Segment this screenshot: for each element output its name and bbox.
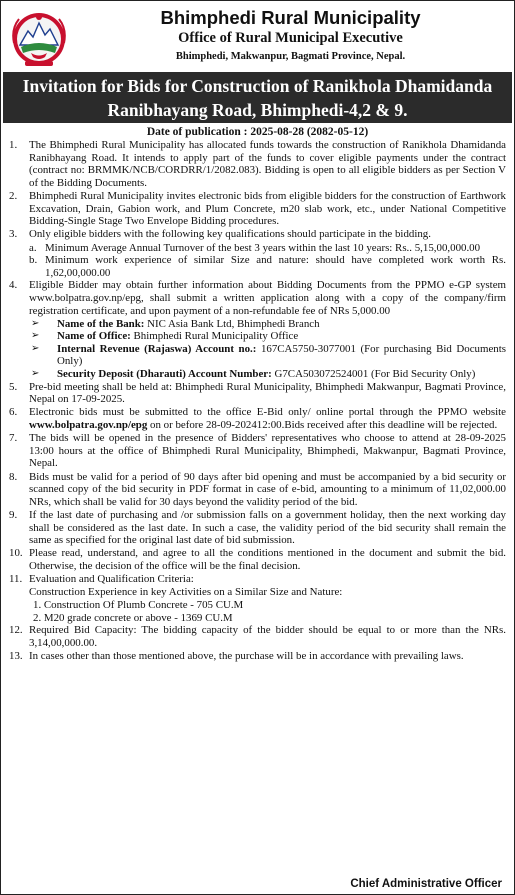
clause-13 (9, 650, 506, 663)
notice-body (9, 139, 506, 663)
clause-3 (9, 228, 506, 241)
municipality-title: Bhimphedi Rural Municipality (160, 7, 421, 28)
clause-text: Required Bid Capacity: The bidding capacity of the bidder should be equal to or more than the NRs. 3,14,00,000.00. (29, 624, 506, 649)
office-name: Office of Rural Municipal Executive (178, 30, 403, 46)
clause-12 (9, 624, 506, 649)
clause-text: Bids must be valid for a period of 90 days after bid opening and must be accompanied by a bid security or scanned copy of the bid security in PDF format in case of e-bid, amounting to a minimum of 11,02,000.00 NRs, which shall be valid for 30 days beyond the validity period of the bid. (29, 470, 506, 508)
clause-8 (9, 471, 506, 509)
clause-number: 13. (9, 649, 23, 662)
signatory-title: Chief Administrative Officer (350, 878, 502, 890)
sub-label: b. (29, 254, 38, 267)
clause-number: 7. (9, 432, 18, 445)
clause-9 (9, 509, 506, 547)
clause-text: Eligible Bidder may obtain further information about Bidding Documents from the PPMO e-GP system www.bolpatra.gov.np/epg, shall submit a written application along with a copy of the company/firm registration certificate, and upon payment of a non-refundable fee of NRs 5,000.00 (29, 279, 506, 317)
clause-text: Please read, understand, and agree to all the conditions mentioned in the document and submit the bid. Otherwise, the decision of the office will be the final decision. (29, 547, 506, 572)
clause-number: 10. (9, 547, 23, 560)
office-address: Bhimphedi, Makwanpur, Bagmati Province, Nepal. (175, 51, 406, 62)
publication-date: Date of publication : 2025-08-28 (2082-05-12) (146, 126, 369, 138)
clause-text: Electronic bids must be submitted to the office E-Bid only/ online portal through the PPMO website (29, 406, 506, 419)
header (1, 1, 514, 71)
clause-text: The Bhimphedi Rural Municipality has allocated funds towards the construction of Ranikhola Dhamidanda Ranibhayang Road. It intends to apply part of the funds to cover eligible payments under the contract (contract no: BRMMK/NCB/CORDRR/1/2082.083). Bidding is open to all eligible bidders as per Section V of the Bidding Documents. (29, 139, 506, 189)
clause-text: Bhimphedi Rural Municipality invites electronic bids from eligible bidders for the construction of Earthwork Excavation, Drain, Gabion work, and Plum Concrete, m20 slab work, etc., under National Competitive Bidding-Single Stage Two Envelope Bidding procedures. (29, 189, 506, 228)
clause-3b (9, 254, 506, 279)
deposit-value: G7CA503072524001 (For Bid Security Only) (274, 368, 476, 381)
clause-text: Evaluation and Qualification Criteria: (29, 573, 194, 586)
clause-1 (9, 139, 506, 189)
clause-text: Only eligible bidders with the following key qualifications should participate in the bidding. (29, 228, 431, 241)
bank-label: Name of the Bank: (57, 317, 145, 330)
arrow-bullet-icon: ➢ (31, 330, 40, 342)
revenue-label: Internal Revenue (Rajaswa) Account no.: (57, 342, 257, 355)
clause-text-tail: on or before 28-09-202412:00.Bids received after this deadline will be rejected. (147, 419, 498, 432)
clause-number: 11. (9, 573, 23, 586)
clause-7 (9, 432, 506, 470)
clause-10 (9, 547, 506, 572)
clause-number: 8. (9, 470, 18, 483)
clause-text: The bids will be opened in the presence of Bidders' representatives who choose to attend at 28-09-2025 13:00 hours at the office of Bhimphedi Rural Municipality, Bhimphedi, Makwanpur, Bagmati Province, Nepal. (29, 432, 506, 470)
clause-number: 9. (9, 508, 18, 521)
clause-number: 4. (9, 279, 18, 292)
bolpatra-link[interactable]: www.bolpatra.gov.np/epg (29, 419, 148, 432)
clause-5 (9, 381, 506, 406)
revenue-account-row (9, 343, 506, 368)
clause-text: In cases other than those mentioned above, the purchase will be in accordance with prevailing laws. (29, 649, 464, 662)
deposit-label: Security Deposit (Dharauti) Account Number: (57, 368, 272, 381)
banner-line-1: Invitation for Bids for Construction of Ranikhola Dhamidanda (22, 76, 493, 96)
nepal-emblem-icon (11, 9, 67, 67)
clause-number: 2. (9, 189, 18, 202)
bank-value: NIC Asia Bank Ltd, Bhimphedi Branch (147, 317, 320, 330)
clause-number: 5. (9, 380, 18, 393)
clause-number: 1. (9, 139, 18, 151)
clause-3a (9, 242, 506, 255)
revenue-value: 167CA5750-3077001 (For purchasing Bid Documents Only) (57, 342, 506, 368)
clause-number: 3. (9, 228, 18, 241)
sub-text: Minimum Average Annual Turnover of the best 3 years within the last 10 years: Rs.. 5,15,00,000.00 (45, 241, 481, 254)
clause-number: 12. (9, 624, 23, 637)
arrow-bullet-icon: ➢ (31, 317, 40, 329)
arrow-bullet-icon: ➢ (31, 368, 40, 380)
criteria-line-2: 2. M20 grade concrete or above - 1369 CU.M (33, 611, 233, 624)
clause-text: Pre-bid meeting shall be held at: Bhimphedi Rural Municipality, Bhimphedi Makwanpur, Bagmati Province, Nepal on 17-09-2025. (29, 380, 506, 406)
criteria-heading: Construction Experience in key Activities on a Similar Size and Nature: (29, 586, 343, 599)
office-label: Name of Office: (57, 330, 131, 343)
office-name-row (9, 330, 506, 343)
office-value: Bhimphedi Rural Municipality Office (133, 330, 299, 343)
clause-text: If the last date of purchasing and /or submission falls on a government holiday, then the next working day shall be considered as the last date. In such a case, the validity period of the bid security shall remain the same as specified for the original last date of bid submission. (29, 508, 506, 547)
banner-line-2: Ranibhayang Road, Bhimphedi-4,2 & 9. (107, 100, 408, 120)
clause-4 (9, 279, 506, 317)
security-deposit-row (9, 368, 506, 381)
notice-title-banner (3, 72, 512, 123)
criteria-line-1: 1. Construction Of Plumb Concrete - 705 CU.M (33, 598, 244, 611)
clause-2 (9, 190, 506, 228)
sub-text: Minimum work experience of similar Size and nature: should have completed work worth Rs. 1,62,00,000.00 (45, 254, 506, 279)
arrow-bullet-icon: ➢ (31, 342, 40, 354)
clause-11 (9, 573, 506, 586)
sub-label: a. (29, 241, 37, 254)
clause-number: 6. (9, 406, 18, 419)
bank-name-row (9, 318, 506, 331)
clause-6 (9, 406, 506, 431)
